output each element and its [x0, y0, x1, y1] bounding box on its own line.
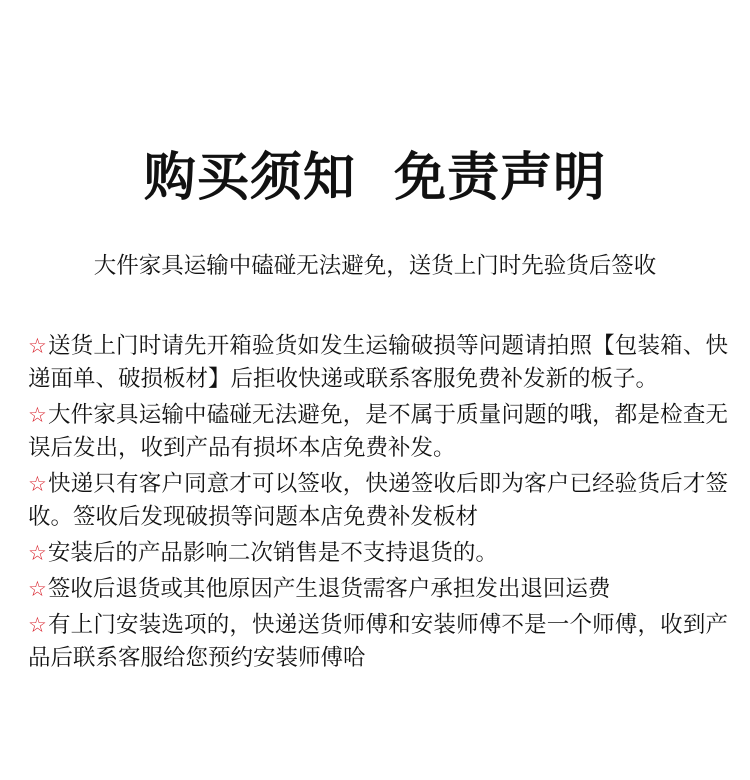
page-subtitle: 大件家具运输中磕碰无法避免，送货上门时先验货后签收 [93, 253, 657, 279]
star-icon: ☆ [28, 403, 47, 427]
notice-item [28, 399, 728, 465]
notice-item [28, 609, 728, 675]
notice-item [28, 573, 728, 606]
star-icon: ☆ [28, 577, 47, 601]
notice-item [28, 330, 728, 396]
notice-list [28, 330, 728, 678]
notice-item [28, 468, 728, 534]
notice-text: 签收后退货或其他原因产生退货需客户承担发出退回运费 [47, 576, 611, 602]
notice-text: 快递只有客户同意才可以签收，快递签收后即为客户已经验货后才签收。签收后发现破损等问题本店免费补发板材 [28, 471, 728, 530]
star-icon: ☆ [28, 334, 47, 358]
notice-text: 有上门安装选项的，快递送货师傅和安装师傅不是一个师傅，收到产品后联系客服给您预约安装师傅哈 [28, 612, 728, 671]
notice-text: 送货上门时请先开箱验货如发生运输破损等问题请拍照【包装箱、快递面单、破损板材】后拒收快递或联系客服免费补发新的板子。 [28, 333, 728, 392]
star-icon: ☆ [28, 541, 47, 565]
page-title: 购买须知 免责声明 [143, 148, 607, 208]
notice-item [28, 537, 728, 570]
notice-text: 安装后的产品影响二次销售是不支持退货的。 [47, 540, 498, 566]
star-icon: ☆ [28, 472, 47, 496]
star-icon: ☆ [28, 613, 47, 637]
notice-text: 大件家具运输中磕碰无法避免，是不属于质量问题的哦，都是检查无误后发出，收到产品有损坏本店免费补发。 [28, 402, 728, 461]
